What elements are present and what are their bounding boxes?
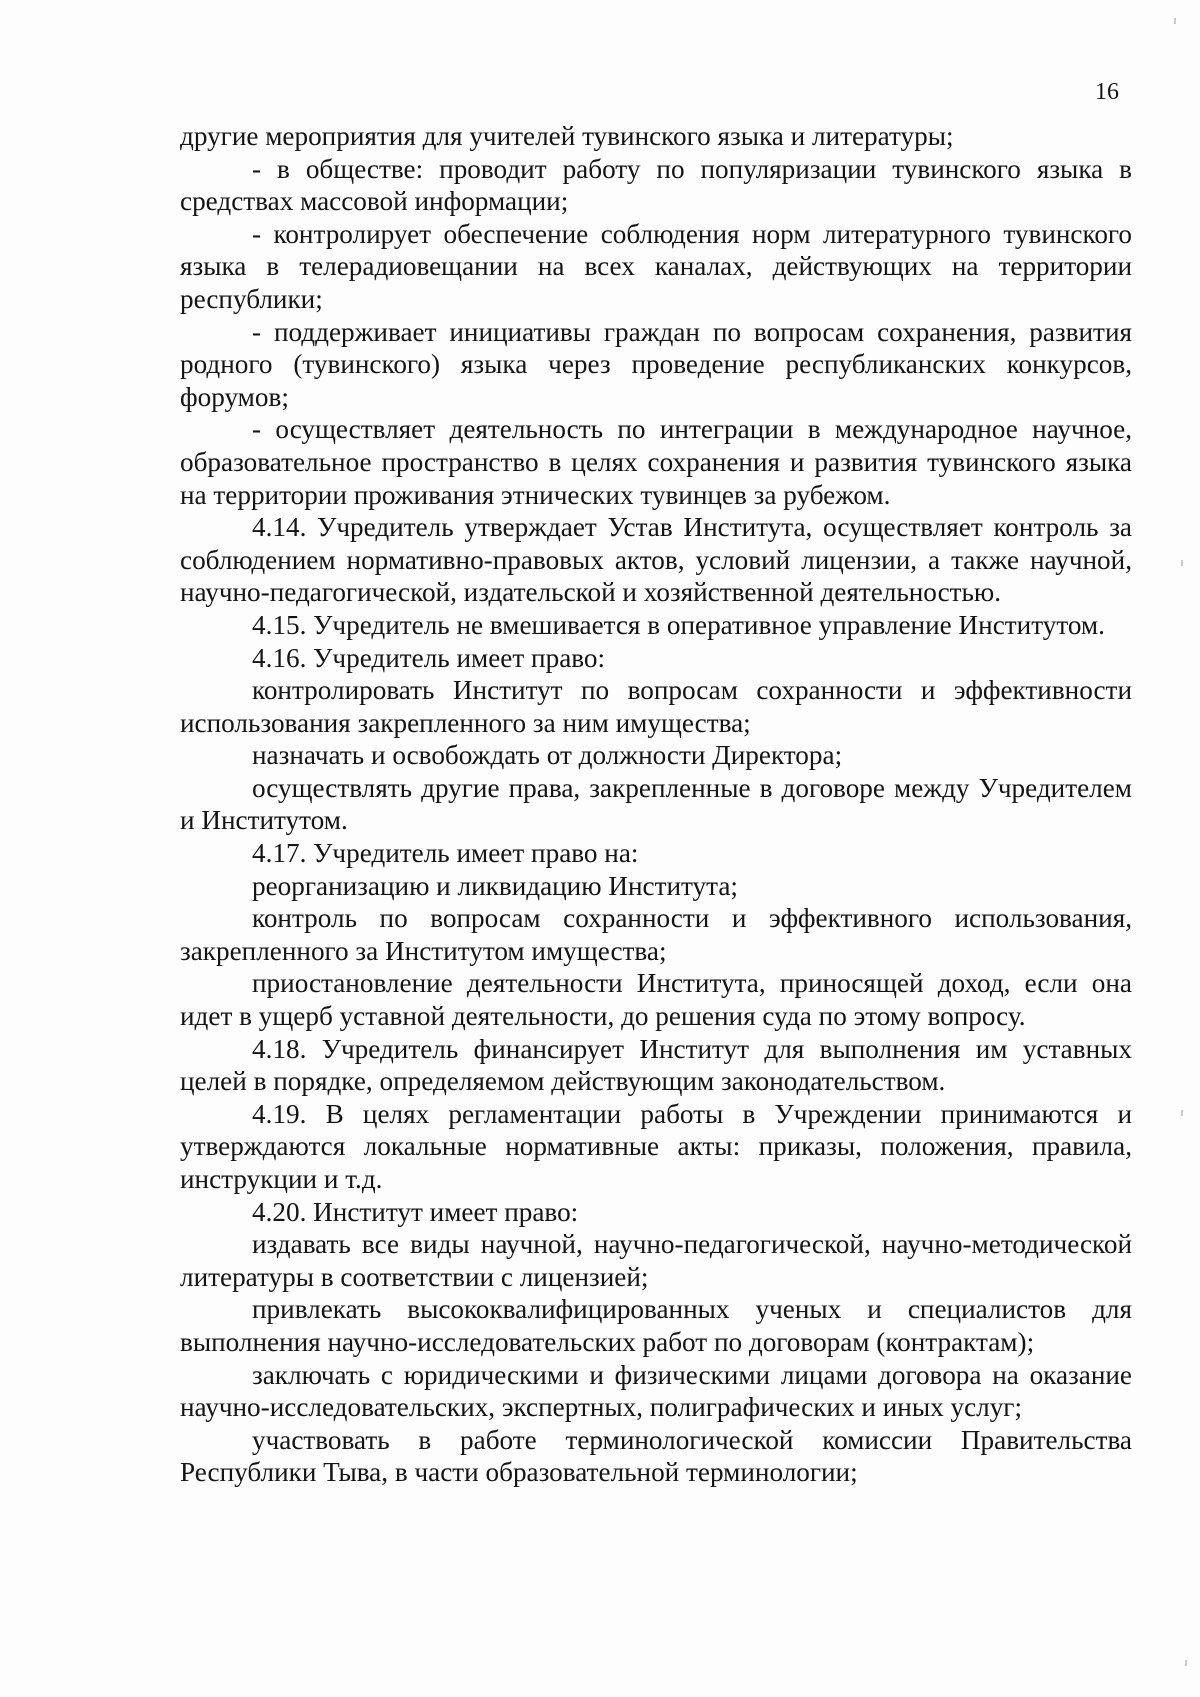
paragraph: приостановление деятельности Института, приносящей доход, если она идет в ущерб уставной деятельности, до решения суда по этому вопросу. bbox=[180, 968, 1132, 1032]
paragraph: 4.18. Учредитель финансирует Институт для выполнения им уставных целей в порядке, определяемом действующим законодательством. bbox=[180, 1033, 1132, 1097]
paragraph: - в обществе: проводит работу по популяризации тувинского языка в средствах массовой информации; bbox=[180, 153, 1132, 217]
paragraph: 4.15. Учредитель не вмешивается в оперативное управление Институтом. bbox=[252, 609, 1105, 640]
paragraph: участвовать в работе терминологической комиссии Правительства Республики Тыва, в части образовательной терминологии; bbox=[180, 1424, 1132, 1488]
scan-mark bbox=[1181, 560, 1183, 566]
paragraph: издавать все виды научной, научно-педагогической, научно-методической литературы в соответствии с лицензией; bbox=[180, 1229, 1132, 1292]
scan-mark bbox=[1174, 18, 1176, 24]
paragraph: 4.17. Учредитель имеет право на: bbox=[252, 838, 639, 869]
page-number: 16 bbox=[1095, 79, 1119, 105]
paragraph: 4.20. Институт имеет право: bbox=[252, 1196, 579, 1227]
paragraph: 4.19. В целях регламентации работы в Учреждении принимаются и утверждаются локальные нормативные акты: приказы, положения, правила, инструкции и т.д. bbox=[180, 1098, 1132, 1194]
paragraph: - осуществляет деятельность по интеграции в международное научное, образовательное пространство в целях сохранения и развития тувинского языка на территории проживания этнических тувинцев за рубежом. bbox=[180, 414, 1132, 510]
paragraph: заключать с юридическими и физическими лицами договора на оказание научно-исследовательских, экспертных, полиграфических и иных услуг; bbox=[180, 1359, 1132, 1423]
scan-mark bbox=[1181, 1110, 1183, 1116]
paragraph: 4.14. Учредитель утверждает Устав Института, осуществляет контроль за соблюдением нормативно-правовых актов, условий лицензии, а также научной, научно-педагогической, издательской и хозяйственной деятельностью. bbox=[180, 512, 1132, 608]
paragraph: привлекать высококвалифицированных ученых и специалистов для выполнения научно-исследовательских работ по договорам (контрактам); bbox=[180, 1294, 1132, 1357]
paragraph: реорганизацию и ликвидацию Института; bbox=[252, 870, 738, 901]
paragraph: осуществлять другие права, закрепленные в договоре между Учредителем и Институтом. bbox=[180, 772, 1132, 836]
paragraph: контролировать Институт по вопросам сохранности и эффективности использования закрепленного за ним имущества; bbox=[180, 675, 1132, 738]
document-body bbox=[180, 120, 1132, 1489]
paragraph: контроль по вопросам сохранности и эффективного использования, закрепленного за Институтом имущества; bbox=[180, 903, 1132, 966]
paragraph: назначать и освобождать от должности Директора; bbox=[252, 740, 843, 771]
scan-mark bbox=[1185, 1660, 1187, 1666]
paragraph: - контролирует обеспечение соблюдения норм литературного тувинского языка в телерадиовещании на всех каналах, действующих на территории республики; bbox=[180, 218, 1132, 314]
paragraph: 4.16. Учредитель имеет право: bbox=[252, 642, 606, 673]
paragraph: другие мероприятия для учителей тувинского языка и литературы; bbox=[180, 121, 954, 151]
paragraph: - поддерживает инициативы граждан по вопросам сохранения, развития родного (тувинского) языка через проведение республиканских конкурсов, форумов; bbox=[180, 316, 1132, 412]
